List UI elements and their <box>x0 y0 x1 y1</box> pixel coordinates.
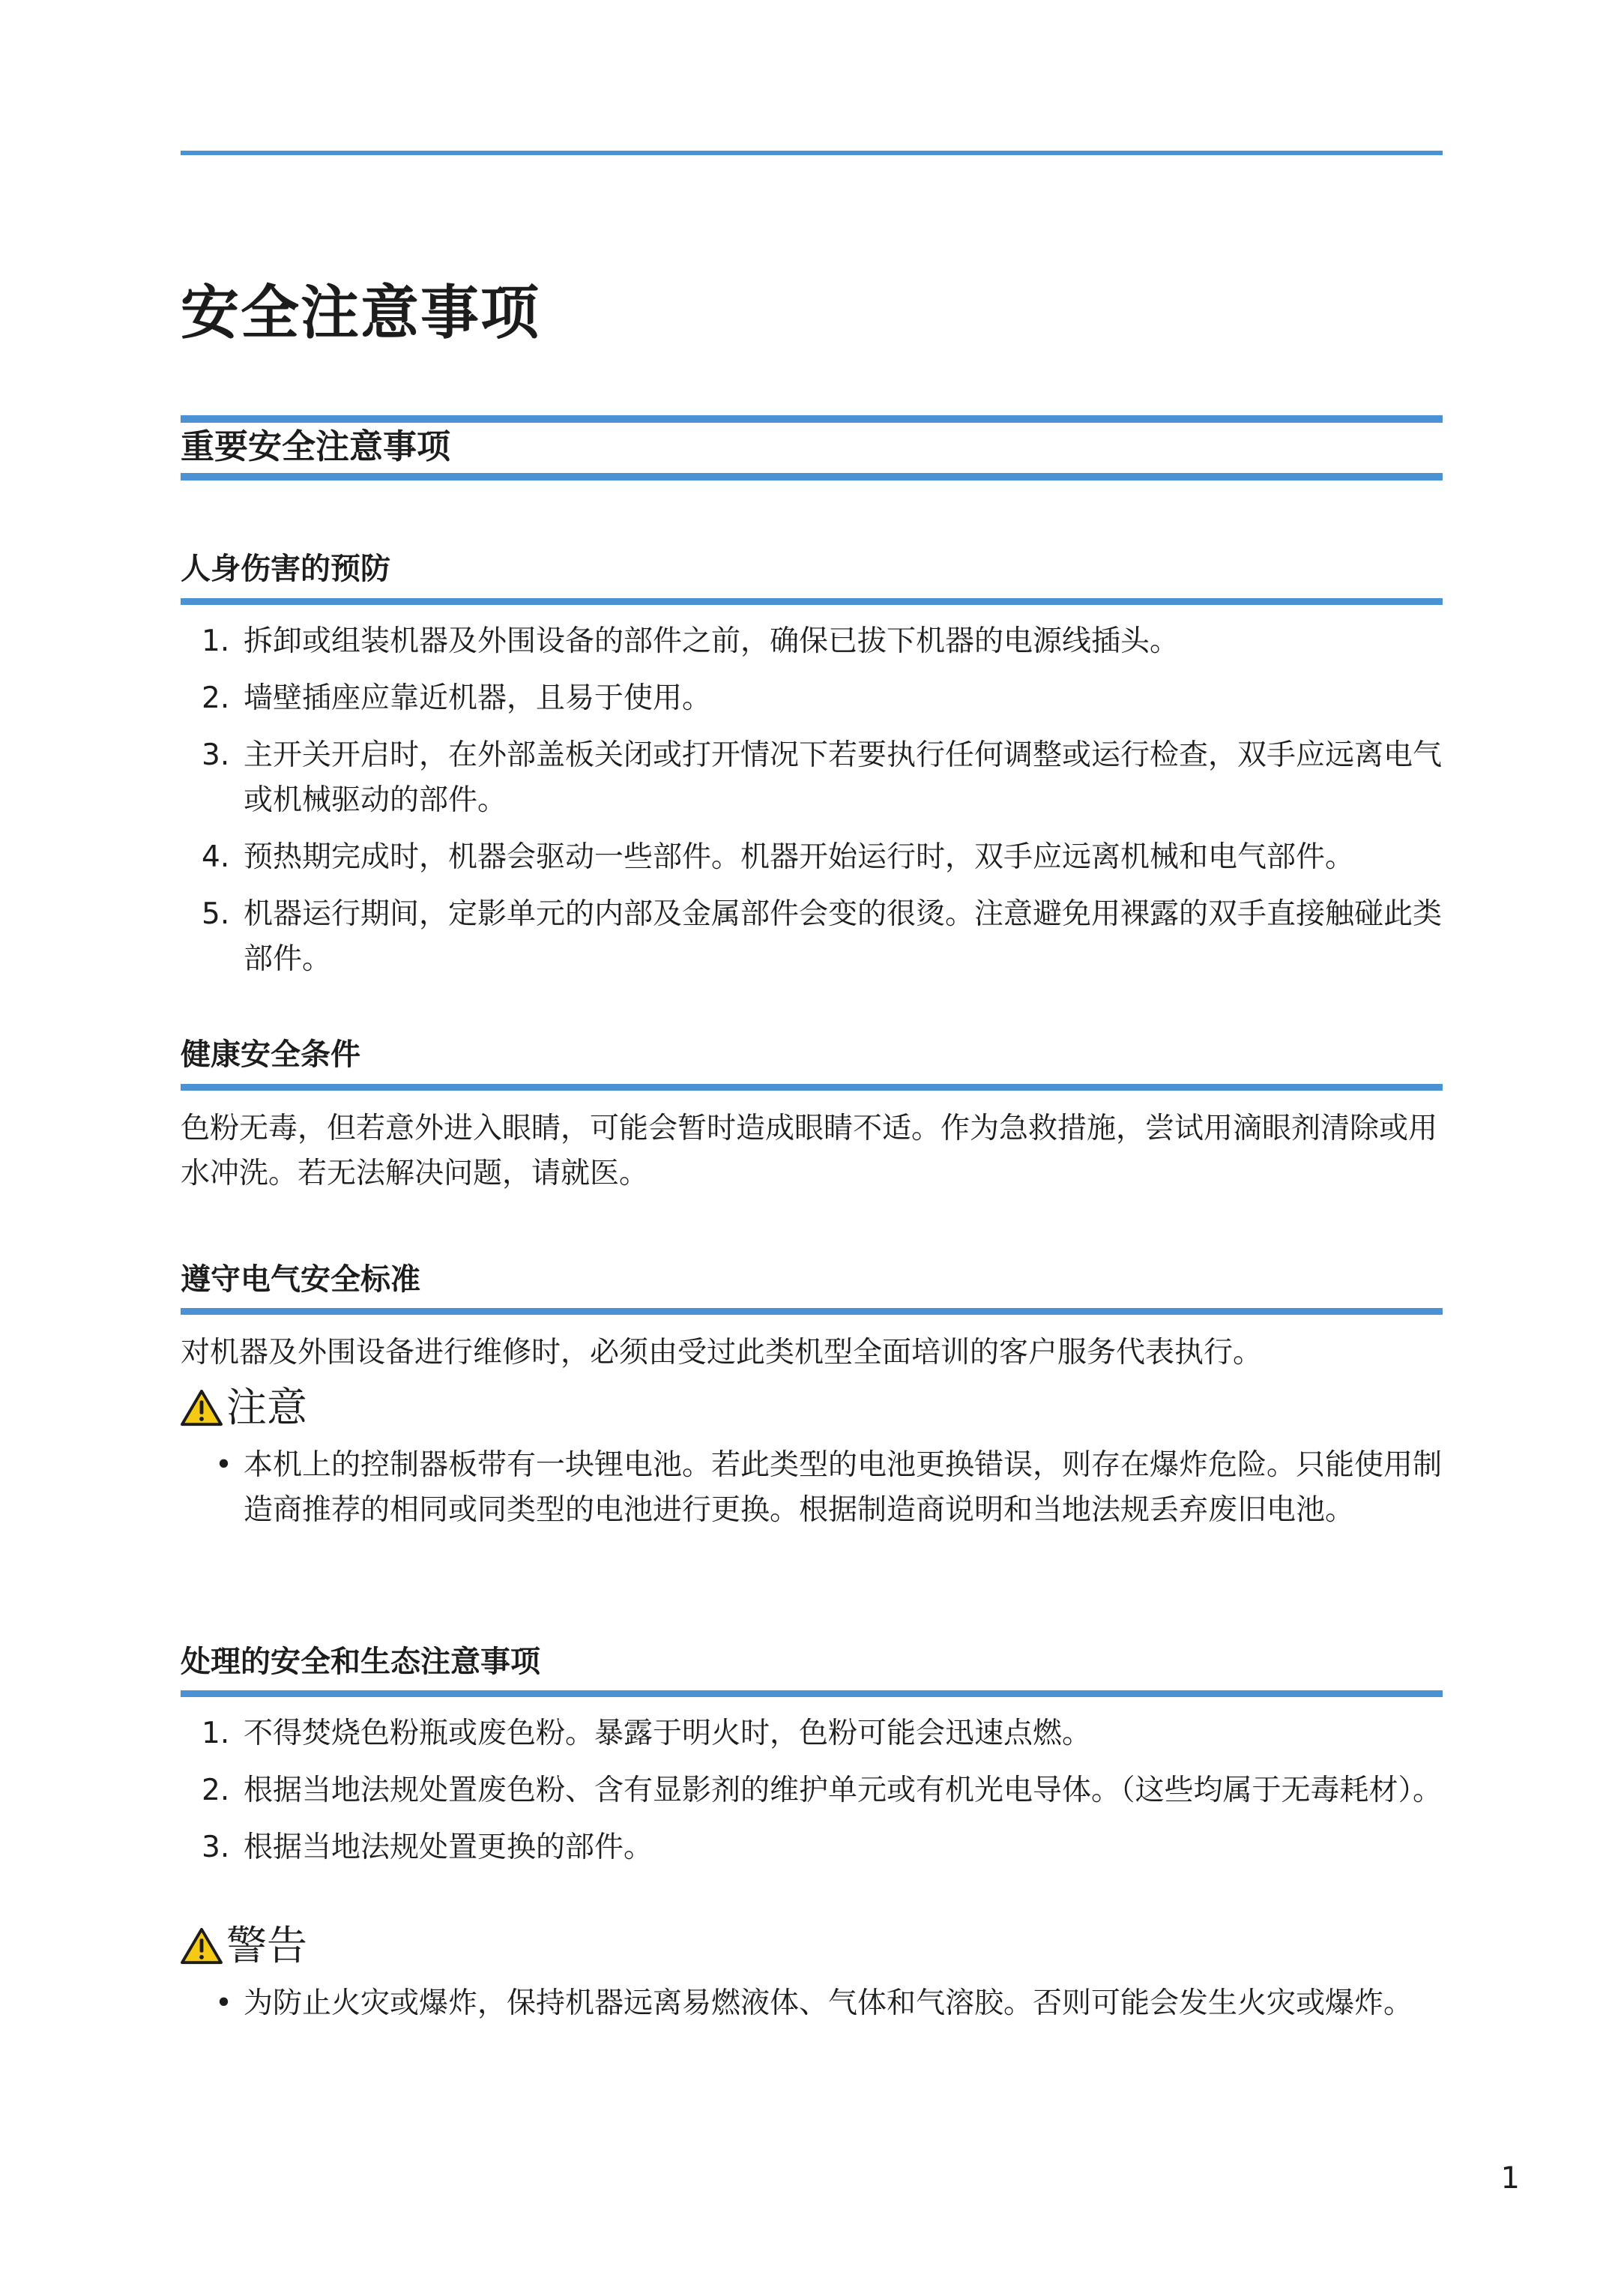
caution-label: 注意 <box>226 1384 307 1431</box>
list-item <box>181 892 1443 982</box>
bullet-item <box>181 1443 1443 1533</box>
subsection-rule-electrical <box>181 1308 1443 1315</box>
bullet-dot: • <box>215 1986 233 2020</box>
section-rule-top <box>181 415 1443 423</box>
list-text: 墙壁插座应靠近机器，且易于使用。 <box>244 681 712 715</box>
personal-injury-list <box>181 619 1443 994</box>
list-text: 不得焚烧色粉瓶或废色粉。暴露于明火时，色粉可能会迅速点燃。 <box>244 1717 1092 1750</box>
list-number: 3. <box>202 738 230 772</box>
list-item <box>181 676 1443 721</box>
list-text: 预热期完成时，机器会驱动一些部件。机器开始运行时，双手应远离机械和电气部件。 <box>244 840 1355 874</box>
subsection-title-health: 健康安全条件 <box>181 1037 360 1072</box>
section-title: 重要安全注意事项 <box>181 427 451 466</box>
list-number: 1. <box>202 1717 230 1750</box>
bullet-text: 为防止火灾或爆炸，保持机器远离易燃液体、气体和气溶胶。否则可能会发生火灾或爆炸。 <box>244 1986 1413 2020</box>
warning-bullet-list <box>181 1981 1443 2038</box>
section-rule-bottom <box>181 473 1443 480</box>
electrical-paragraph: 对机器及外围设备进行维修时，必须由受过此类机型全面培训的客户服务代表执行。 <box>181 1336 1263 1370</box>
list-number: 3. <box>202 1831 230 1864</box>
subsection-rule-disposal <box>181 1690 1443 1697</box>
list-text: 根据当地法规处置废色粉、含有显影剂的维护单元或有机光电导体。（这些均属于无毒耗材）。 <box>244 1774 1443 1807</box>
page-title: 安全注意事项 <box>181 280 541 347</box>
subsection-rule-personal-injury <box>181 598 1443 605</box>
list-number: 1. <box>202 624 230 658</box>
list-text: 根据当地法规处置更换的部件。 <box>244 1831 653 1864</box>
bullet-item <box>181 1981 1443 2026</box>
list-item <box>181 619 1443 664</box>
list-number: 2. <box>202 681 230 715</box>
list-item <box>181 733 1443 823</box>
caution-notice <box>180 1381 307 1434</box>
subsection-title-personal-injury: 人身伤害的预防 <box>181 552 390 586</box>
warning-triangle-icon <box>180 1926 223 1965</box>
page-number: 1 <box>1500 2161 1520 2196</box>
subsection-title-disposal: 处理的安全和生态注意事项 <box>181 1645 540 1679</box>
list-text: 机器运行期间，定影单元的内部及金属部件会变的很烫。注意避免用裸露的双手直接触碰此类部件。 <box>244 897 1443 976</box>
bullet-text: 本机上的控制器板带有一块锂电池。若此类型的电池更换错误，则存在爆炸危险。只能使用制造商推荐的相同或同类型的电池进行更换。根据制造商说明和当地法规丢弃废旧电池。 <box>244 1448 1443 1527</box>
caution-bullet-list <box>181 1443 1443 1545</box>
list-item <box>181 1711 1443 1756</box>
list-item <box>181 835 1443 880</box>
health-paragraph: 色粉无毒，但若意外进入眼睛，可能会暂时造成眼睛不适。作为急救措施，尝试用滴眼剂清除或用水冲洗。若无法解决问题，请就医。 <box>181 1112 1438 1190</box>
disposal-list <box>181 1711 1443 1882</box>
list-number: 4. <box>202 840 230 874</box>
bullet-dot: • <box>215 1448 233 1482</box>
list-number: 5. <box>202 897 230 931</box>
list-item <box>181 1825 1443 1870</box>
list-text: 拆卸或组装机器及外围设备的部件之前，确保已拔下机器的电源线插头。 <box>244 624 1180 658</box>
subsection-title-electrical: 遵守电气安全标准 <box>181 1262 420 1297</box>
warning-label: 警告 <box>226 1922 307 1969</box>
list-text: 主开关开启时，在外部盖板关闭或打开情况下若要执行任何调整或运行检查，双手应远离电气或机械驱动的部件。 <box>244 738 1443 817</box>
list-number: 2. <box>202 1774 230 1807</box>
top-rule <box>181 151 1443 155</box>
warning-triangle-icon <box>180 1388 223 1427</box>
warning-notice <box>180 1920 307 1972</box>
list-item <box>181 1768 1443 1813</box>
subsection-rule-health <box>181 1084 1443 1091</box>
